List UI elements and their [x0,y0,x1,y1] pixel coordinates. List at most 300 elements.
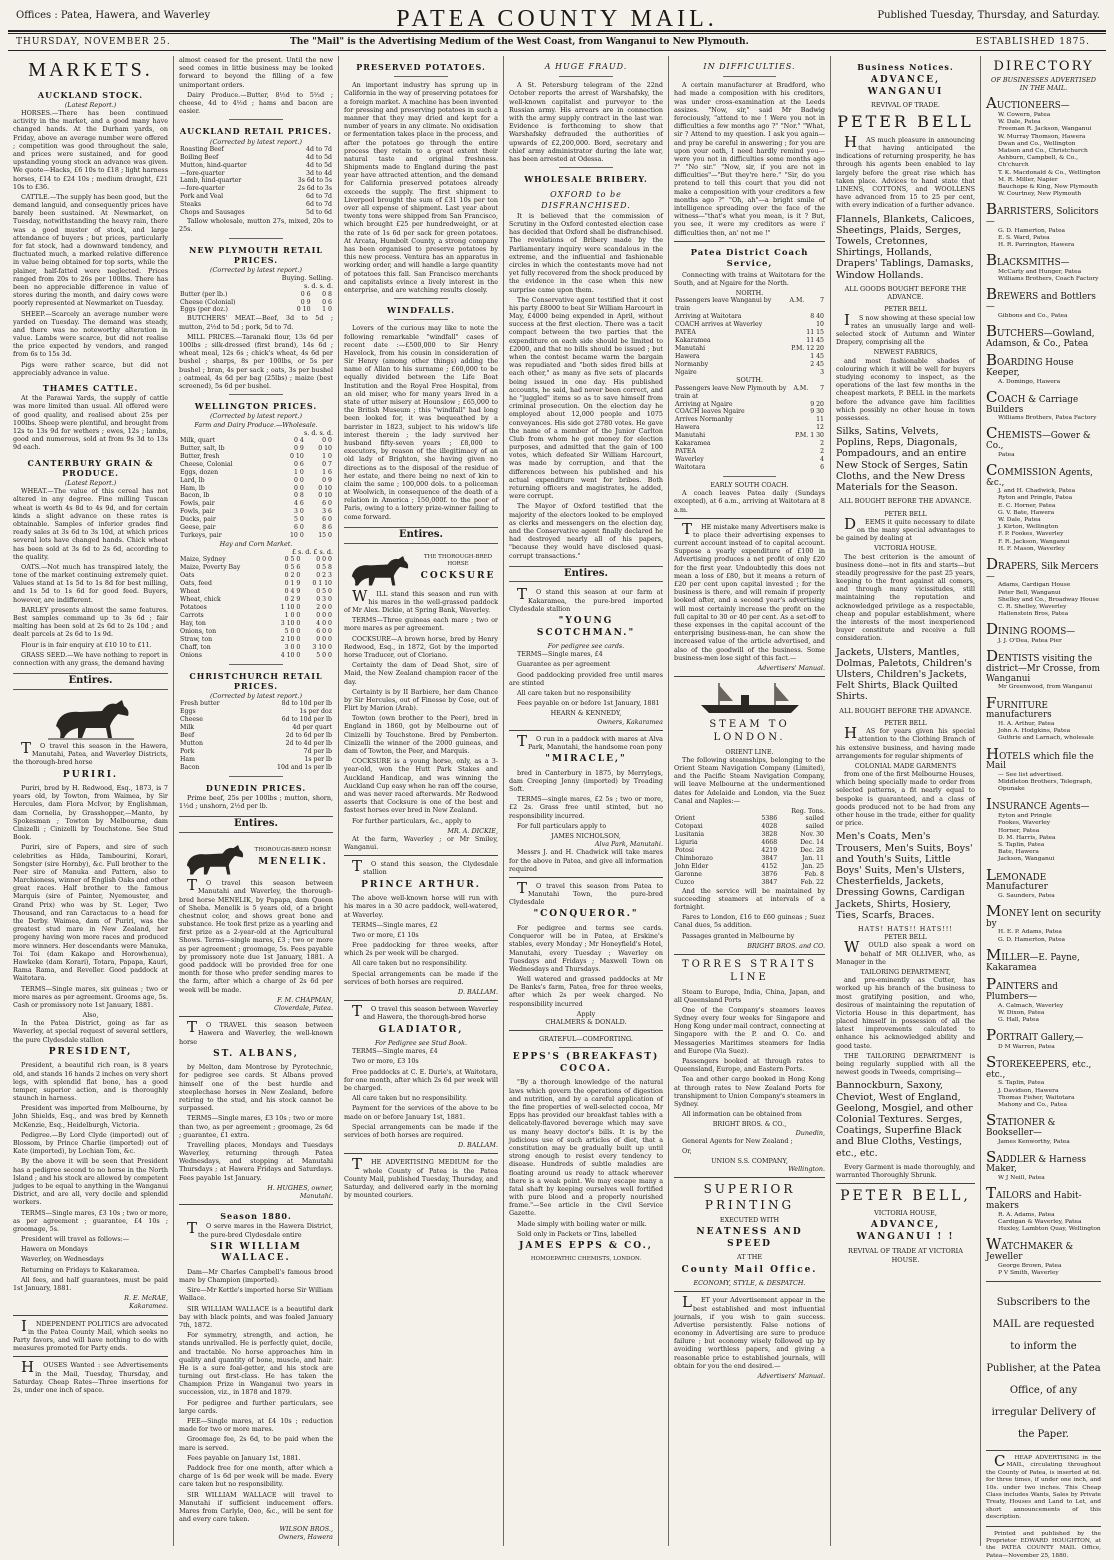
paragraph: WOULD also speak a word on behalf of MR OLLIVER, who, as Manager in the [836,938,975,966]
directory-entry-name: C. R. Shelley, Waverley [998,604,1067,611]
directory-entry-name: George Brown, Patea [998,1262,1062,1269]
directory-entry-name: W J Neill, Patea [998,1175,1045,1182]
table-cell: Ngaire [675,368,697,376]
table-cell: 6d to 10d per lb [281,716,332,724]
table-cell: COACH arrives at Waverley [675,320,763,328]
table-row [179,612,333,620]
table-row [674,385,825,401]
table-cell: 6 0 0 [316,627,332,635]
directory-entry-name: H. R. Parrington, Hawera [998,242,1075,249]
table-cell [789,353,806,361]
table-cell [792,416,809,424]
table-cell: 3 0 [293,508,304,516]
paragraph: Flour is in fair enquiry at £10 10 to £11. [21,640,152,649]
farm-produce-heading: Farm and Dairy Produce.—Wholesale. [194,420,318,429]
directory-entry [986,462,1101,553]
directory-entry [986,1054,1101,1109]
auckland-retail-heading: AUCKLAND RETAIL PRICES. [179,126,333,137]
table-row [179,628,333,636]
ship-schedule-table [674,815,825,886]
table-cell: 8d to 10d per lb [281,700,332,708]
table-cell: 3 6 [322,508,332,516]
paragraph: HAS for years given his special attention to the Clothing Branch of his extensive business, and having made arrangements for regular shipments of [836,724,975,760]
advertiser-location: Owners, Kakaramea [597,717,663,726]
table-cell: 0 8 [322,290,332,298]
ad-goods-list: Men's Coats, Men's Trousers, Men's Suits, Boys' and Youth's Suits, Little Boys' Suits, Men's Ulsters, Chesterfields, Jackets, Dressing Gowns, Cardigan Jackets, Shirts, Hosiery, Ties, Scarfs, Braces. [836,831,973,921]
table-cell: 3847 [761,878,778,886]
table-cell [789,313,806,321]
table-row [179,556,333,564]
paragraph: Dairy Produce.—Butter, 8½d to 5½d ; cheese, 4d to 4½d ; hams and bacon are easier. [179,90,333,116]
table-cell: Feb. 22 [800,878,824,886]
paragraph: The Conservative agent testified that it cost his party £8000 to beat Sir William Harcourt in May, £4000 being expended in April, without success at the first election. There was a tacit compact between the two parties that the expenditure on each side should be limited to £2000, and that no bills should be issued ; but when the contest became warm the bargain was repudiated and "both sides fired bills at each other," as many as five sets of placards being issued in one day. His published accounts, he said, had never been correct, and he "juggled" items so as to save himself from criminal prosecution. On the election day he employed about 12,000 people and 1075 conveyances. His side got 2780 votes. He gave the name of a member of the Junior Carlton Club from whom he got money for election purposes, and admitted that the gain of 100 votes, which defeated Sir William Harcourt, was made by corruption, and that the differences between his published and his actual expenditure went for bribes. Both returning officers and magistrates, he added, were corrupt. [509,295,663,501]
directory-entry-name: Patea [998,451,1015,458]
directory-entry-name: Gibbons and Co., Patea [998,312,1068,319]
directory-entry-name: J. Davidson, Hawera [998,1087,1059,1094]
advertiser-location: Alva Park, Manutahi. [594,840,663,849]
table-cell: Maize, Poverty Bay [180,564,241,572]
paragraph: TO stand this season at our farm at Kakaramea, the pure-bred imported Clydesdale stallion [509,585,663,613]
horse-name-conqueror: "CONQUEROR." [533,909,639,920]
paragraph: All fees, and half guarantees, must be paid 1st January, 1881. [13,1275,168,1293]
entires-section-heading: Entires. [344,527,498,544]
table-cell: 0 0 [322,436,332,444]
table-cell: Roasting Beef [180,145,224,153]
table-cell: Potosi [675,846,695,854]
table-cell: Hay, ton [180,619,206,627]
divider [674,518,825,519]
directory-entry-name: Shelley and Co., Broadway House [998,596,1100,603]
table-cell: Milk, quart [180,436,216,444]
directory-entry-heading: CHEMISTS—Gower & Co., [986,424,1091,452]
divider [229,664,283,665]
table-row [179,700,333,708]
paragraph: SIR WILLIAM WALLACE is a beautiful dark bay with black points, and was foaled January 7th, 1872. [179,1304,333,1329]
table-cell: 0 6 [300,290,311,298]
table-cell: 1 0 [293,468,304,476]
table-row [179,461,333,469]
paragraph: An important industry has sprung up in California in the way of preserving potatoes for a foreign market. A machine has been invented for pressing and preserving potatoes in such a manner that they may dried and kept for a number of years in any climate. No oxidisation or fermentation takes place in the process, and after the potatoes go through the entire process they retain to a great extent their natural taste and original freshness. Shipments made to England during the past year have attracted attention, and the demand for California preserved potatoes already exceeds the supply. The first shipment to Liverpool brought the sum of £31 10s per ton over all expense of shipment. Last year about twenty tons were shipped from San Francisco, which brought £25 per hundredweight, or at the rate of 1s 6d per sack for green potatoes. At Arcata, Humbolt County, a strong company has been organised to preserve potatoes by this new process. Ventura has an apparatus in working order, and will handle a large quantity of potatoes this fall. San Francisco merchants and capitalists evince a lively interest in the enterprise, and are watching results closely. [344,81,498,294]
directory-entry-name: A. Calmach, Waverley [998,1002,1064,1009]
ad-goods-list: Jackets, Ulsters, Mantles, Dolmas, Paletots, Children's Ulsters, Children's Jackets, Felt Shirts, Black Quilted Shirts. [836,646,972,703]
revival-label: REVIVAL OF TRADE AT VICTORIA HOUSE. [848,1247,963,1264]
table-cell: Maize, Sydney [180,556,226,564]
directory-entry-name: Williams Brothers, Patea Factory [998,415,1097,422]
horse-name-sir-william-wallace: SIR WILLIAM WALLACE. [210,1241,302,1264]
paragraph: BUTCHERS' MEAT.—Beef, 3d to 5d ; mutton, 2½d to 5d ; pork, 5d to 7d. [179,314,333,331]
table-cell: 0 1 9 [284,580,301,588]
printing-line: AT THE [736,1253,763,1262]
table-cell: 7 [820,384,824,392]
independent-politics-notice: INDEPENDENT POLITICS are advocated in the Patea County Mail, which seeks no Party favors, and will have nothing to do with measures promoted for Party ends. [13,1316,168,1353]
advance-wanganui-label: ADVANCE, WANGANUI ! ! [856,1220,955,1242]
table-cell: 6 0 [322,516,332,524]
directory-entry [986,95,1101,198]
paragraph: Certainty the dam of Dead Shot, sire of Maid, the New Zealand champion racer of the day. [344,661,498,686]
table-cell [789,321,806,329]
directory-entry-name: W. Dale, Patea [998,517,1041,524]
established-date: ESTABLISHED 1875. [975,37,1090,47]
divider [229,394,283,395]
divider [229,776,283,777]
colonial-garments-label: COLONIAL MADE GARMENTS [854,761,957,770]
advertiser-signature: D. BALLAM. [458,1141,498,1150]
table-cell: 9 30 [810,408,824,416]
table-cell: Onions, ton [180,627,217,635]
bought-before-advance: ALL BOUGHT BEFORE THE ADVANCE. [839,706,972,715]
paragraph: almost ceased for the present. Until the new seed comes in little business may be looked forward to beyond the filling of a few unimportant orders. [179,56,333,89]
directory-entry [986,1149,1101,1183]
table-cell: 3 [820,368,824,376]
directory-entry-heading: HOTELS which file the Mail [986,744,1094,772]
north-heading: NORTH. [735,288,764,297]
advertiser-location: Manutahi. [299,1192,333,1201]
table-cell: 4152 [761,862,778,870]
table-row [674,831,825,839]
table-cell: Pork [180,747,195,755]
directory-entry [986,947,1101,973]
table-cell: Milk [180,724,195,732]
directory-entry-heading: BREWERS and Bottlers— [986,285,1096,313]
grateful-comforting-label: GRATEFUL—COMFORTING. [539,1035,633,1044]
revival-label: REVIVAL OF TRADE. [871,101,940,110]
directory-entry-name: S. Taplin, Patea [998,841,1045,848]
divider [179,1204,333,1205]
directory-entry-name: Eyton and Pringle [998,813,1052,820]
table-cell: 1 30 [810,432,824,440]
directory-entry-heading: PORTRAIT Gallery,— [986,1026,1084,1045]
directory-entry [986,1185,1101,1233]
paragraph: Pigs were rather scarce, but did not appreciably advance in value. [13,360,168,377]
table-row [674,345,825,353]
paragraph: Travelling places, Mondays and Tuesdays Waverley, returning through Patea Wednesdays, and stopping at Manutahi Thursdays ; at Hawera Fridays and Saturdays. Fees payable 1st January. [179,1140,333,1182]
table-cell: 4219 [761,846,778,854]
table-cell: Normanby [675,360,709,368]
divider [394,298,448,299]
paragraph: MILL PRICES.—Taranaki flour, 13s 6d per 100lbs ; silk-dressed (first brand), 14s 6d ; wheat meal, 12s 6s ; chick's wheat, 4s 6d per bushel ; sharps, 8s per 100lbs, or 5s per bushel ; bran, 4s per sack ; oats, 3s per bushel ; oatmeal, 4s 6d per bag (25lbs) ; maize (best screened), 5s 6d per bushel. [179,332,333,390]
divider [179,1016,333,1017]
source-credit: Advertisers' Manual. [757,1372,825,1380]
table-cell: Arriving at Waitotara [675,312,742,320]
table-cell: 0 5 8 [316,564,332,572]
table-cell: 4 10 0 [280,651,301,659]
advertiser-signature: D. BALLAM. [458,988,498,997]
paragraph: OATS.—Not much has transpired lately, the tone of the market continuing extremely quiet. Values stand at 1s 5d to 1s 8d for best milling, and 1s 5d to 1s 6d for good feed. Buyers, however, are indifferent. [13,562,168,604]
table-cell: 0 9 [322,476,332,484]
table-row [674,401,825,409]
table-row [179,291,333,299]
publication-days: Published Tuesday, Thursday, and Saturday. [877,10,1100,21]
table-cell: 1 45 [810,352,824,360]
divider [344,855,498,856]
tailoring-label: TAILORING DEPARTMENT, [860,967,951,976]
table-cell: Wheat, chick [180,596,221,604]
reg-tons-label: Reg. Tons. [791,807,825,816]
table-cell: 3828 [761,831,778,839]
directory-entry-name: Ryton and Pringle, Patea [998,495,1073,502]
table-row [179,146,333,154]
divider [723,76,776,77]
table-row [179,756,333,764]
table-cell: Fresh butter [180,700,220,708]
table-cell: 0 5 0 [284,556,301,564]
directory-entry-name: Horner, Patea [998,827,1040,834]
ad-goods-list: Bannockburn, Saxony, Cheviot, West of England, Geelong, Mosgiel, and other Colonial Textures. Serges, Coatings, Superfine Black and Blue Cloths, Vestings, etc., etc. [836,1080,973,1159]
directory-entry-name: H. E. P. Adams, Patea [998,929,1062,936]
table-cell: Nov. 30 [800,831,824,839]
dunedin-heading: DUNEDIN PRICES. [205,782,307,793]
paragraph: Messrs J. and H. Chadwick will take mares for the above in Patea, and give all information required [509,848,663,873]
table-row [179,516,333,524]
directory-entry-name: G. D. Hamerton, Patea [998,227,1066,234]
directory-entry-heading: INSURANCE Agents— [986,795,1090,814]
table-cell: 0 6 [322,298,332,306]
divider [229,119,283,120]
divider [674,1177,825,1178]
table-cell: Cheese (Colonial) [180,298,236,306]
table-cell: Butter, salt, lb [180,444,225,452]
paragraph: Connecting with trains at Waitotara for the South, and at Ngaire for the North. [674,270,825,287]
table-cell: 11 [816,416,824,424]
table-row [179,193,333,201]
directory-entry-name: McCarty and Hunger, Patea [998,268,1082,275]
paragraph: Well watered and grassed paddocks at Mr De Banks's farm, Patea, free for three weeks, after which 2s per week charged. No responsibility incurred [509,975,663,1008]
paragraph: Puriri, bred by H. Redwood, Esq., 1873, is 7 years old, by Towton, from Waimea, by Sir Hercules, dam Flora McIvor, by Englishman, dam Cornelia, by Grasshopper,—Manto, by Spokesman ; Towton by Melbourne, dam Cinizelli ; Cinizelli by Touchstone. See Stud Book. [13,784,168,842]
horse-name-prince-arthur: PRINCE ARTHUR. [361,879,481,890]
table-cell: 4 6 [293,500,304,508]
table-cell: 4668 [761,839,778,847]
table-cell: 0 7 [322,460,332,468]
paragraph: HAS much pleasure in announcing that having anticipated the indications of returning prosperity, he has through his agents been enabled to lay largely before the great rise which has taken place. Advices to hand state that LINENS, COTTONS, and WOOLLENS have advanced from 15 to 25 per cent, with every indication of a further advance. [836,132,975,210]
directory-list [986,95,1101,1277]
table-cell: 5386 [761,815,778,823]
directory-entry [986,1236,1101,1277]
table-row [674,879,825,887]
directory-entry-name: T. K. Macdonald & Co., Wellington [998,169,1101,176]
directory-entry-heading: COACH & Carriage Builders [986,387,1079,415]
directory-entry-name: D M Warren, Patea [998,1043,1055,1050]
table-cell: 0 0 [293,476,304,484]
table-cell: Passengers leave New Plymouth by train at [675,384,787,400]
table-cell: 11 15 [806,328,824,336]
paragraph: A certain manufacturer at Bradford, who had made a composition with his creditors, was under cross-examination at the Leeds assizes. "Now, sir," said Mr Badwig ferociously, "attend to me ! Were you not in difficulties a few months ago ?" "Nor." "What, sir ? Attend to my question. I ask you again—and pray be careful in answering ; for you are upon your oath, I need hardly remind you—were you not in difficulties some months ago ?" "No sir." "Now, sir, if you are not in difficulties"—"But they're here." "Sir, do you pretend to tell this court that you did not make a composition with your creditors a few months ago ?" "Oh, ah"—a bright smile of intelligence spreading over the face of the witness—"that's what you mean, is it ? But, you see, it were my creditors as were i' difficulties then, an' not me !" [674,81,825,237]
paragraph: THE mistake many Advertisers make is to place their advertising expenses to current account instead of to capital account. Suppose a yearly expenditure of £100 in Advertising produces a net profit of only £20 for the first year. Undoubtedly this does not mean a loss of £80, but it means a return of £20 per cent upon capital invested ; for the business is there, and will remain if properly looked after, and a second year's advertising will most certainly increase the profit on the full capital to 30 or 40 per cent. As a set-off to these expenses in the capital account of the enterprising business-man, he can show the increased value of the article advertised, and also of the goodwill of the business. Some business-men lose sight of this fact.— [674,519,825,662]
paragraph: For symmetry, strength, and action, he stands unrivalled. He is perfectly quiet, docile, and tractable. No horse approaches him in quality and quantity of bone, muscle, and hair. He is a sure foal-getter, and his stock are turning out first-class. He has taken the Champion Prize in Wanganui two years in succession, viz., in 1878 and 1879. [179,1331,333,1397]
table-row [179,604,333,612]
paragraph: One of the Company's steamers leaves Sydney every four weeks for Singapore and Hong Kong under mail contract, connecting at Singapore with the P. and O. Co. and Messageries Maritimes steamers for India and Europe (Via Suez). [674,1005,825,1055]
table-cell: Chaff, ton [180,643,211,651]
paragraph: At the Parawai Yards, the supply of cattle was more limited than usual. All offered were of good quality, and realised about 25s per 100lbs. Sheep were plentiful, and brought from 12s to 13s 9d for wethers ; ewes, 12s ; lambs, good and numerous, sold at from 9s 3d to 13s 9d each. [13,394,168,452]
orient-line-label: ORIENT LINE. [725,747,774,756]
victoria-house-label: VICTORIA HOUSE. [874,544,937,553]
superior-printing-heading: SUPERIOR PRINTING [703,1182,796,1212]
table-cell: sailed [805,815,824,823]
table-row [674,456,825,464]
directory-entry-name: W. Courtney, New Plymouth [998,191,1082,198]
table-cell: Chops and Sausages [180,209,245,217]
horse-engraving-icon [344,550,414,590]
table-row [179,564,333,572]
paragraph: TERMS—Single mares, £2 [352,920,438,929]
table-cell: Manutahi [675,344,706,352]
directory-entry [986,903,1101,944]
table-cell: 4028 [761,823,778,831]
table-cell: 3s 6d to 5s [297,177,332,185]
advance-wanganui-label: ADVANCE, WANGANUI [867,75,944,97]
horse-name-young-scotchman: "YOUNG SCOTCHMAN." [536,616,636,638]
table-cell: Eggs (per doz.) [180,306,228,314]
paragraph: Payment for the services of the above to be made on or before January 1st, 1881. [344,1104,498,1121]
table-cell: 4d to 5d [306,153,332,161]
printing-line: EXECUTED WITH [719,1216,780,1225]
table-cell: Eggs [180,708,196,716]
peter-bell-name: PETER BELL [837,112,974,132]
directory-entry [986,1027,1101,1051]
houses-wanted-notice: HOUSES Wanted : see Advertisements in the Mail, Tuesday, Thursday, and Saturday. Cheap Rates—Three insertions for 2s, under one inch of space. [13,1358,168,1394]
paragraph: All care taken but no responsibility. [352,959,468,968]
table-cell: 2d to 6d per lb [285,732,332,740]
peter-bell-name: PETER BELL [884,509,927,518]
paragraph: TO stand this season, the Clydesdale stallion [352,857,498,877]
table-cell: Pork and Veal [180,193,224,201]
advertiser-signature: JAMES NICHOLSON, [551,831,621,840]
directory-entry-name: S. Taplin, Patea [998,1080,1045,1087]
table-row [179,724,333,732]
paragraph: A coach leaves Patea daily (Sundays excepted), at 6 a.m., arriving at Waitotara at 8 a.m. [674,489,825,514]
north-timetable [674,297,825,376]
horse-name-puriri: PURIRI. [62,769,119,780]
paragraph: TO travel this season between Waverley and Hawera, the thorough-bred horse [352,1002,498,1022]
advertiser-signature: R. E. McRAE, [124,1294,168,1303]
paragraph: For pedigree and further particulars, see large cards. [179,1398,333,1415]
paragraph: Fees payable on January 1st, 1881. [187,1453,301,1462]
directory-entry [986,867,1101,901]
table-cell: 4 0 0 [316,619,332,627]
table-cell: Oats, feed [180,580,212,588]
directory-entry-heading: PAINTERS and Plumbers— [986,975,1058,1002]
paragraph: CATTLE.—The supply has been good, but the demand languid, and consequently prices have barely been sustained. At Newmarket, on Tuesday, notwithstanding the heavy rain, there was a good muster of stock, and large attendance of buyers ; but prices, particularly for fat stock, had a downward tendency, and fluctuated much, a marked relative difference in value being obtained for top sorts, while the plainer, half-fatted were neglected. Prices ranged from 20s to 26s per 100lbs. There has been no appreciable difference in value of stores during the month, and dairy cows were poorly represented at Newmarket on Tuesday. [13,192,168,308]
table-cell [789,369,806,377]
paragraph: TERMS—Single mares, six guineas ; two or more mares as per agreement. Grooms age, 5s. Cash or promissory note 1st January, 1881. [13,984,168,1009]
paragraph: Steam to Europe, India, China, Japan, and all Queensland Ports [674,987,825,1004]
table-cell: —fore-quarter [180,185,225,193]
table-row [674,361,825,369]
table-cell: 5 0 [293,516,304,524]
table-cell: Mutton [180,739,204,747]
table-cell: Boiling Beef [180,153,219,161]
directory-entry-name: E. S. Ward, Patea [998,234,1050,241]
advertiser-location: Owners, Hawera [278,1533,333,1542]
epps-company-sub: HOMOEPATHIC CHEMISTS, LONDON. [530,1255,642,1262]
paragraph: Dam—Mr Charles Campbell's famous brood mare by Champion (imported). [179,1267,333,1285]
table-cell: 0 9 [300,298,311,306]
table-row [179,299,333,307]
table-cell [792,401,809,409]
table-cell: 3847 [761,854,778,862]
table-cell: Butter (per lb.) [180,290,228,298]
cheap-advertising-notice: CHEAP ADVERTISING in the MAIL, circulating throughout the County of Patea, is inserted at 6d. for three times, if under one inch, and 10s. under two inches. This Cheap Class includes Wants, Sales by Private Treaty, Houses and Land to Let, and short announcements of this description. [986,1451,1101,1521]
advertiser-signature: CHALMERS & DONALD. [545,1018,627,1027]
table-cell: Jan. 11 [802,854,824,862]
table-cell: Passengers leave Wanganui by train [675,297,772,313]
table-cell: Fowls, pair [180,508,215,516]
divider [13,1315,168,1316]
table-cell: 0 10 [296,306,311,314]
paragraph: Free paddocking for three weeks, after which 2s per week will be charged. [344,941,498,958]
column-services [668,56,830,1546]
masthead [0,0,1114,62]
paragraph: and pre-eminently as Cutter, has worked up his branch of the business to most gratifying position, and who, desirous of maintaining the reputation of Victoria House in this department, has placed himself in possession of all the latest improvements calculated to enhance his acknowledged ability and good taste. [836,976,975,1050]
table-row [674,408,825,416]
corrected-note: (Corrected by latest report.) [210,137,302,146]
horse-name-miracle: "MIRACLE," [545,754,627,765]
paragraph: Passages granted in Melbourne by [682,931,795,940]
table-cell: Oats [180,572,195,580]
new-plymouth-retail-heading: NEW PLYMOUTH RETAIL PRICES. [189,244,323,265]
paragraph: HORSES.—There has been continued activity in the market, and a good many have changed hands. At the Durham yards, on Friday, above an average number were offered ; competition was good throughout the sale, and prices were sustained, and for good upstanding young stock an advance was given. We quote—Hacks, £6 10s to £18 ; light harness horses, £14 to £24 10s ; medium draught, £21 10s to £36. [13,109,168,191]
table-row [179,580,333,588]
table-cell: 0 8 [293,492,304,500]
directory-entry-name: H. A. Arthur, Patea [998,720,1055,727]
table-cell: Hawera [675,424,700,432]
advertiser-location: Dunedin, [795,1128,825,1137]
paragraph: By the above it will be seen that President has a pedigree second to no horse in the North Island ; and his stock are allowed by competent judges to be equal to anything in the Wanganui District, and are all, very docile and splendid workers. [13,1157,168,1207]
paragraph: For full particulars apply to [517,821,607,830]
table-cell: 2s 6d to 3s [297,185,332,193]
directory-entry-name: G. Hall, Patea [998,1016,1039,1023]
table-row [674,839,825,847]
currency-units: s. d. s. d. [304,282,333,291]
horse-name-cocksure: COCKSURE [420,570,496,581]
table-cell: 15 0 [318,532,332,540]
entires-section-heading: Entires. [179,816,333,833]
advertiser-signature: H. HUGHES, owner, [267,1183,333,1192]
directory-entry-name: E. C. Horner, Patea [998,502,1056,509]
table-cell [792,424,809,432]
directory-entry-heading: FURNITURE manufacturers [986,693,1052,721]
table-row [179,437,333,445]
table-row [674,464,825,472]
table-row [179,154,333,162]
paragraph: For pedigree and terms see cards. Conqueror will be in Patea, at Erskine's stables, every Monday ; Mr Honeyfield's Hotel, Manutahi, every Tuesday ; Waverley on Tuesdays and Fridays ; Maxwell Town on Wednesdays and Thursdays. [509,923,663,973]
table-row [179,453,333,461]
table-row [179,306,333,314]
table-cell: Carrots [180,612,204,619]
table-cell: Bacon, lb [180,492,210,500]
table-cell: 2 45 [810,360,824,368]
entires-section-heading: Entires. [13,673,168,690]
hay-corn-heading: Hay and Corn Market. [219,540,293,549]
pedigree-note: For pedigree see cards. [547,642,625,651]
divider [674,1291,825,1292]
directory-entry-name: Cardigan & Waverley, Patea [998,1218,1082,1225]
directory-entry-heading: WATCHMAKER & Jeweller [986,1235,1074,1262]
paragraph: Two or more, £1 10s [352,930,419,939]
currency-units: s. d. s. d. [304,428,333,437]
directory-entry-heading: STOREKEEPERS, etc., etc., [986,1053,1092,1080]
table-cell: Potatoes [180,604,207,612]
paragraph: Two or more, £3 10s [352,1057,419,1066]
table-row [674,416,825,424]
table-row [674,329,825,337]
horse-name-gladiator: GLADIATOR, [378,1024,464,1035]
table-cell: 0 9 [293,444,304,452]
paragraph: All care taken but no responsibility. [352,1094,468,1103]
thames-cattle-heading: THAMES CATTLE. [42,383,139,394]
paragraph: by Melton, dam Montrose by Pyrotechnic, for pedigree see cards. St Albans proved himself one of the best hurdle and steeplechase horses in New Zealand, before retiring to the stud, and his stock cannot be surpassed. [179,1063,333,1113]
directory-entry-name: J. J. O'Dea, Patea Pier [998,638,1062,645]
table-cell: 2 [820,448,824,456]
